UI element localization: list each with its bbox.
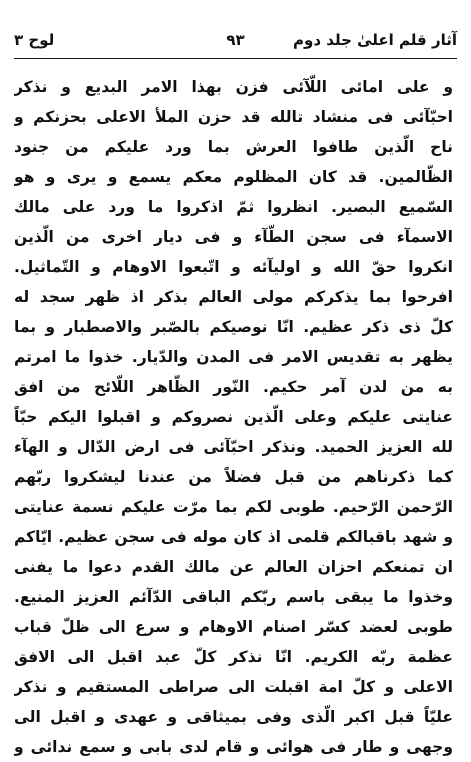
body-text: [14, 72, 453, 762]
text-line: كما ذكرناهم من قبل فضلاً من عندنا ليشكروا ربّهم: [14, 468, 453, 486]
text-line: كلّ ذى ذكر عظيم. انّا نوصيكم بالصّبر والاصطبار و بما: [14, 318, 453, 336]
text-line: طوبى لعضد كسّر اصنام الاوهام و سرع الى ظلّ قباب: [14, 618, 453, 636]
text-line: السّميع البصير. انظروا ثمّ اذكروا ما ورد على مالك: [14, 198, 453, 216]
text-line: افرحوا بما يذكركم مولى العالم بذكر اذ ظهر سجد له: [14, 288, 453, 306]
tablet-label: لوح ۳: [14, 31, 55, 49]
text-line: يظهر به تقديس الامر فى المدن والدّيار. خذوا ما امرتم: [14, 348, 453, 366]
text-line: انكروا حقّ الله و اوليآئه و اتّبعوا الاوهام و التّماثيل.: [14, 258, 453, 276]
text-line: و شهد باقبالكم قلمى اذ كان موله فى سجن عظيم. ايّاكم: [14, 528, 453, 546]
text-line: و على امائى اللّآئى فزن بهذا الامر البديع و نذكر: [14, 78, 453, 96]
text-line: عنايتى عليكم وعلى الّذين نصروكم و اقبلوا اليكم حبّاً: [14, 408, 453, 426]
header-rule: [14, 58, 457, 59]
text-line: عليّاً قبل اكبر الّذى وفى بميثاقى و عهدى و اقبل الى: [14, 708, 453, 726]
text-line: الرّحمن الرّحيم. طوبى لكم بما مرّت عليكم نسمة عنايتى: [14, 498, 453, 516]
text-line: الاعلى و كلّ امة اقبلت الى صراطى المستقيم و نذكر: [14, 678, 453, 696]
text-line: وجهى و طار فى هوائى و قام لدى بابى و سمع ندائى و: [14, 738, 453, 756]
book-title: آثار قلم اعلیٰ جلد دوم: [293, 31, 457, 49]
text-line: الظّالمين. قد كان المظلوم معكم يسمع و يرى و هو: [14, 168, 453, 186]
text-line: ان تمنعكم احزان العالم عن مالك القدم دعوا ما يفنى: [14, 558, 453, 576]
text-line: الاسمآء فى سجن الطّآء و فى ديار اخرى من الّذين: [14, 228, 453, 246]
text-line: وخذوا ما يبقى باسم ربّكم الباقى الدّآئم العزيز المنيع.: [14, 588, 453, 606]
page-header: [14, 30, 457, 56]
page-number: ۹۳: [226, 31, 245, 49]
text-line: ناح الّذين طافوا العرش بما ورد عليكم من جنود: [14, 138, 453, 156]
text-line: لله العزيز الحميد. ونذكر احبّآئى فى ارض الدّال و الهآء: [14, 438, 453, 456]
text-line: عظمة ربّه الكريم. انّا نذكر كلّ عبد اقبل الى الافق: [14, 648, 453, 666]
text-line: احبّآئى فى منشاد تالله قد حزن الملأ الاعلى بحزنكم و: [14, 108, 453, 126]
text-line: به من لدن آمر حكيم. النّور الظّاهر اللّائح من افق: [14, 378, 453, 396]
